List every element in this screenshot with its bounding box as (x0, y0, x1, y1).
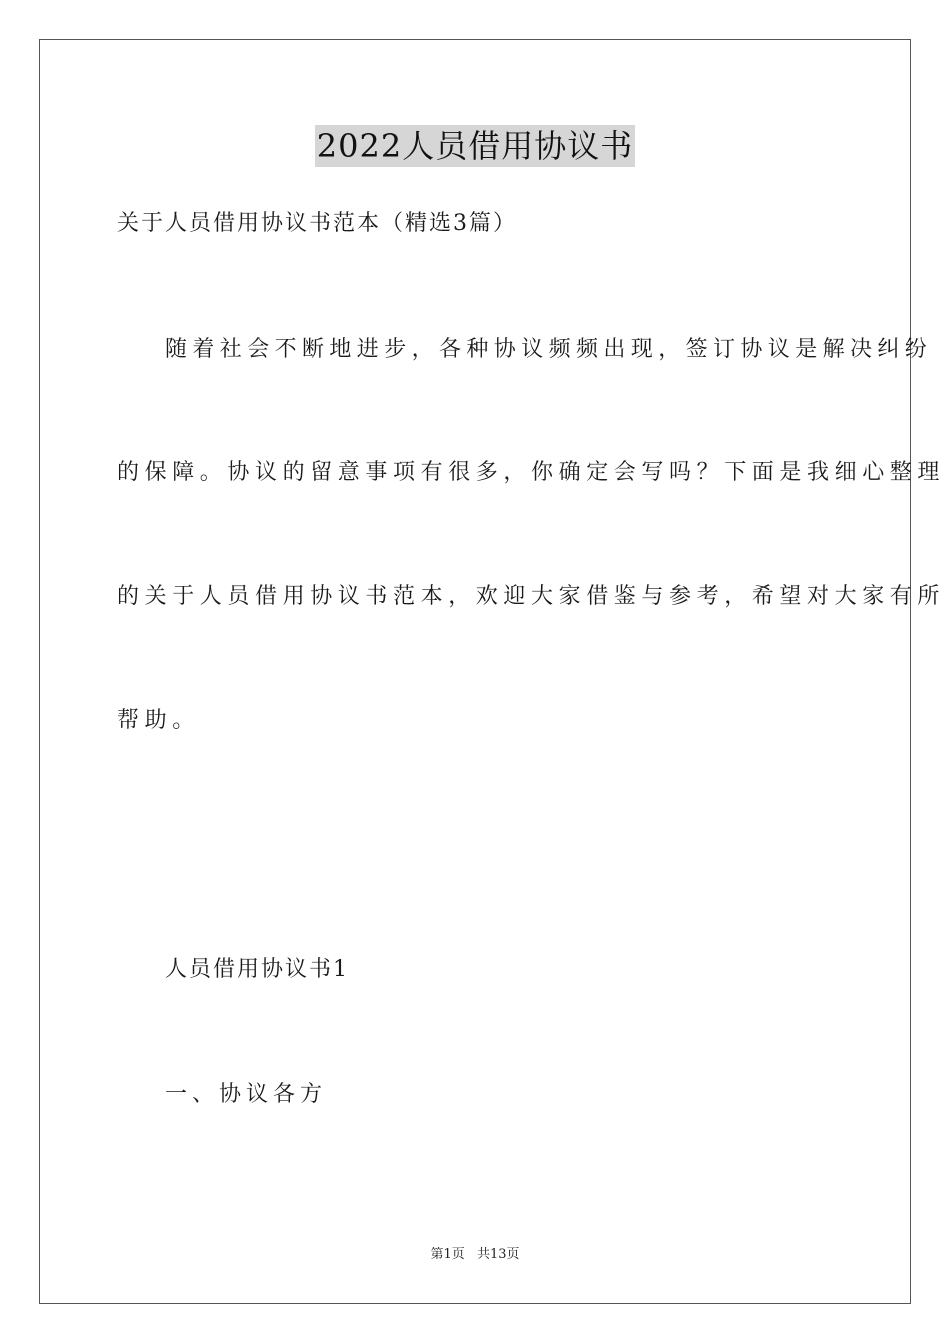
intro-paragraph-line: 的保障。协议的留意事项有很多，你确定会写吗？下面是我细心整理 (117, 460, 946, 485)
intro-paragraph-line: 帮助。 (117, 708, 200, 733)
page-footer (0, 1246, 950, 1264)
document-title: 2022人员借用协议书 (316, 127, 634, 165)
page-number: 第1页 (430, 1247, 465, 1262)
section-heading: 人员借用协议书1 (165, 957, 349, 982)
document-subtitle: 关于人员借用协议书范本（精选3篇） (117, 211, 517, 236)
intro-paragraph-line: 的关于人员借用协议书范本，欢迎大家借鉴与参考，希望对大家有所 (117, 584, 946, 609)
title-container (0, 125, 950, 167)
clause-heading: 一、协议各方 (165, 1082, 328, 1107)
intro-paragraph-line: 随着社会不断地进步，各种协议频频出现，签订协议是解决纠纷 (165, 337, 933, 362)
page-total: 共13页 (476, 1247, 520, 1262)
